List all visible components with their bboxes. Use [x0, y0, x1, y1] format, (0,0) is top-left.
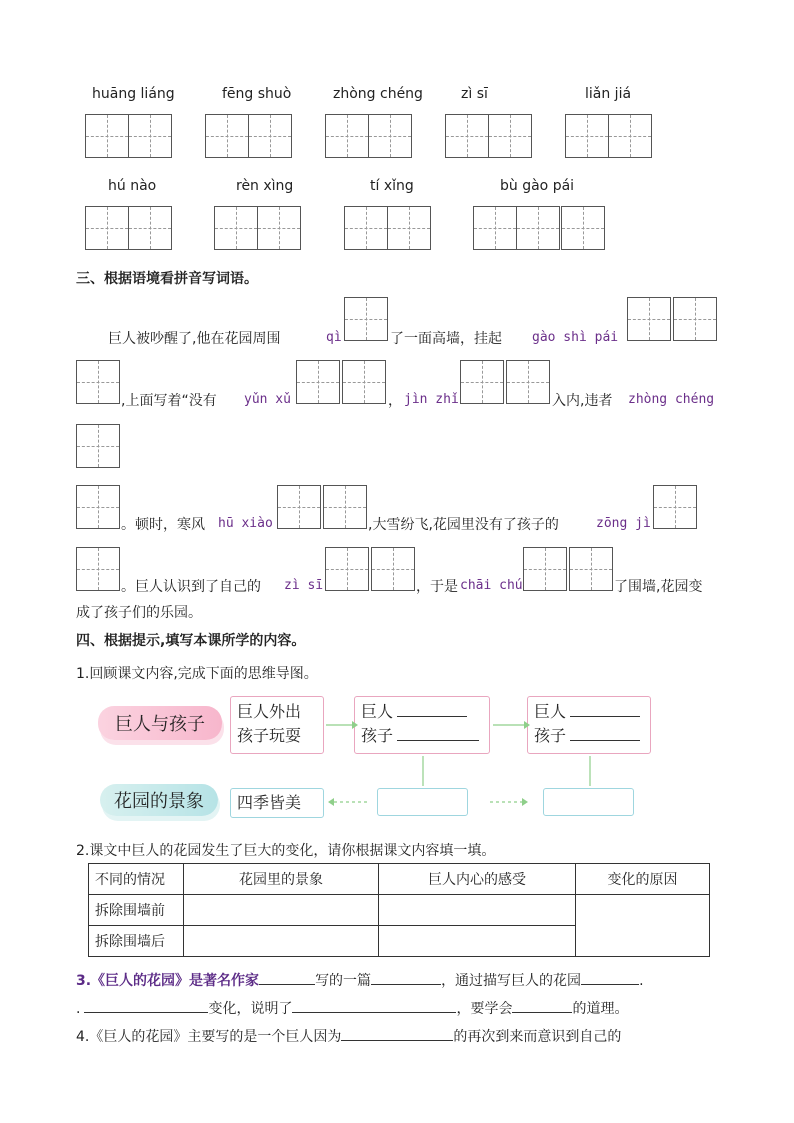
q3-part: . [639, 973, 644, 989]
s3-text: 。顿时，寒风 [121, 517, 205, 533]
pinyin-3: zhòng chéng [333, 86, 423, 102]
answer-blank[interactable] [84, 1012, 208, 1013]
node-line: 孩子 [534, 726, 567, 745]
pinyin-5: liǎn jiá [585, 86, 632, 102]
q3-part: ，要学会 [456, 1001, 513, 1017]
q3-part: 变化，说明了 [208, 1001, 293, 1017]
s3-text: 了围墙,花园变 [614, 579, 703, 595]
s3-pinyin: zhòng chéng [628, 392, 715, 407]
node-line: 四季皆美 [237, 793, 302, 812]
q4-part: 的再次到来而意识到自己的 [453, 1029, 622, 1045]
pill-label: 花园的景象 [114, 791, 204, 812]
q3-part: 3.《巨人的花园》是著名作家 [76, 973, 260, 989]
q3-part: ，通过描写巨人的花园 [441, 973, 582, 989]
pinyin-4: zì sī [461, 86, 488, 102]
pill-label: 巨人与孩子 [115, 714, 205, 735]
q3-line1 [76, 970, 644, 990]
table-cell[interactable] [184, 895, 379, 926]
s3-pinyin: hū xiào [218, 516, 273, 531]
node-line: 巨人 [361, 702, 394, 721]
pinyin-8: tí xǐng [370, 178, 414, 194]
answer-blank[interactable] [341, 1040, 453, 1041]
node-line: 巨人 [534, 702, 567, 721]
s3-pinyin: jìn zhǐ [404, 392, 459, 407]
table-cell[interactable] [576, 895, 710, 957]
pinyin-1: huāng liáng [92, 86, 175, 102]
answer-blank[interactable] [512, 1012, 572, 1013]
node-line: 孩子 [361, 726, 394, 745]
s3-text: 成了孩子们的乐园。 [76, 605, 202, 621]
node-line: 巨人外出 [237, 702, 302, 721]
table-cell[interactable] [379, 895, 576, 926]
pinyin-6: hú nào [108, 178, 157, 194]
s3-text: 巨人被吵醒了,他在花园周围 [108, 331, 281, 347]
table-cell[interactable] [184, 926, 379, 957]
table-cell[interactable] [379, 926, 576, 957]
s3-pinyin: chāi chú [460, 578, 523, 593]
s3-pinyin: zōng jì [596, 516, 651, 531]
q4-part: 4.《巨人的花园》主要写的是一个巨人因为 [76, 1029, 342, 1045]
answer-blank[interactable] [292, 1012, 456, 1013]
s3-pinyin: gào shì pái [532, 330, 619, 345]
table-header: 不同的情况 [89, 864, 184, 895]
q2-text: 2.课文中巨人的花园发生了巨大的变化，请你根据课文内容填一填。 [76, 843, 496, 859]
s3-text: 入内,违者 [552, 393, 613, 409]
section3-title: 三、根据语境看拼音写词语。 [76, 271, 258, 287]
pinyin-2: fēng shuò [222, 86, 292, 102]
pinyin-7: rèn xìng [236, 178, 294, 194]
table-row [89, 895, 710, 926]
s3-text: ， [388, 393, 402, 409]
s3-text: ,上面写着“没有 [121, 393, 217, 409]
answer-blank[interactable] [259, 984, 315, 985]
section4-title: 四、根据提示,填写本课所学的内容。 [76, 633, 306, 649]
q3-part: . [76, 1001, 81, 1017]
answer-blank[interactable] [371, 984, 441, 985]
pinyin-9: bù gào pái [500, 178, 575, 194]
q3-line2 [76, 998, 628, 1018]
q1-text: 1.回顾课文内容,完成下面的思维导图。 [76, 666, 318, 682]
table-header: 变化的原因 [576, 864, 710, 895]
q3-part: 的道理。 [572, 1001, 629, 1017]
s3-pinyin: zì sī [284, 578, 324, 593]
table-row-label: 拆除围墙前 [89, 895, 184, 926]
q4-line [76, 1026, 621, 1046]
s3-text: ，于是 [416, 579, 458, 595]
s3-text: ,大雪纷飞,花园里没有了孩子的 [368, 517, 559, 533]
table-header: 巨人内心的感受 [379, 864, 576, 895]
s3-text: 了一面高墙，挂起 [390, 331, 502, 347]
s3-pinyin: yǔn xǔ [244, 392, 291, 407]
s3-text: 。巨人认识到了自己的 [121, 579, 261, 595]
table-header: 花园里的景象 [184, 864, 379, 895]
answer-blank[interactable] [581, 984, 639, 985]
table-row-label: 拆除围墙后 [89, 926, 184, 957]
table-header-row [89, 864, 710, 895]
q3-part: 写的一篇 [315, 973, 372, 989]
node-line: 孩子玩耍 [237, 726, 302, 745]
s3-pinyin: qì [326, 330, 342, 345]
change-table [88, 863, 710, 957]
